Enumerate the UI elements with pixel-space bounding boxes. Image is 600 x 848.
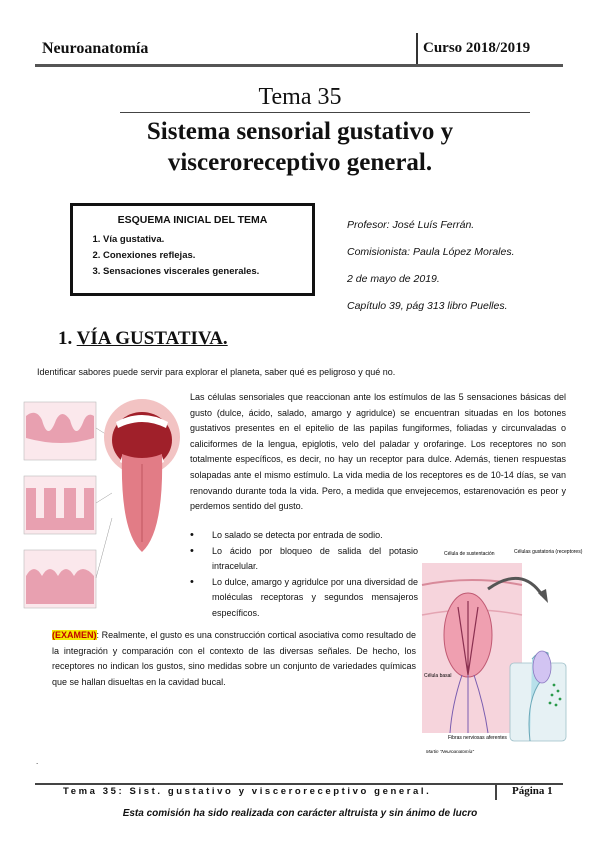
header-course-name: Neuroanatomía bbox=[42, 40, 149, 57]
section-number: 1. bbox=[58, 328, 73, 349]
papilla-foliada-icon bbox=[24, 476, 96, 534]
meta-comisionista: Comisionista: Paula López Morales. bbox=[347, 246, 515, 258]
papillae-illustrations bbox=[22, 398, 112, 613]
title-line-2: visceroreceptivo general. bbox=[167, 149, 433, 176]
meta-capitulo: Capítulo 39, pág 313 libro Puelles. bbox=[347, 300, 508, 312]
header-rule bbox=[35, 64, 563, 67]
tema-rule bbox=[120, 112, 530, 113]
schema-list bbox=[87, 232, 259, 280]
schema-box bbox=[70, 203, 315, 296]
exam-text: : Realmente, el gusto es una construcción cortical asociativa como resultado de la integración y comparación con el contexto de las diversas señales. De hecho, los receptores no indican los gustos, sino medidas sobre un conjunto de variedades químicas que se hallan disueltas en la cavidad bucal. bbox=[52, 630, 416, 687]
header-divider bbox=[416, 33, 418, 66]
meta-profesor: Profesor: José Luís Ferrán. bbox=[347, 219, 475, 231]
schema-item: 2. Conexiones reflejas. bbox=[103, 248, 259, 264]
figure-credit: Martin "Neuroanatomía" bbox=[426, 749, 474, 754]
label-sustentacion: Célula de sustentación bbox=[444, 551, 495, 557]
taste-bud-illustration bbox=[422, 545, 583, 757]
label-fibras: Fibras nerviosas aferentes bbox=[448, 735, 507, 741]
label-gustatoria: Células gustatoria (receptores) bbox=[514, 549, 583, 555]
title-line-1: Sistema sensorial gustativo y bbox=[146, 118, 454, 145]
section-title: VÍA GUSTATIVA. bbox=[76, 328, 228, 349]
footer-topic: Tema 35: Sist. gustativo y visceroreceptivo general. bbox=[63, 786, 432, 797]
papilla-fungiforme-icon bbox=[24, 550, 96, 608]
meta-fecha: 2 de mayo de 2019. bbox=[347, 273, 440, 285]
exam-note bbox=[52, 628, 416, 690]
footer-disclaimer: Esta comisión ha sido realizada con carácter altruista y sin ánimo de lucro bbox=[122, 808, 478, 819]
paragraph-receptores: Las células sensoriales que reaccionan ante los estímulos de las 5 sensaciones básicas del gusto (dulce, ácido, salado, amargo y agridulce) se encuentran situadas en los botones gustativos presentes en el epitelio de las papilas fungiformes, foliadas y circunvaladas o caliciformes de la lengua, epiglotis, velo del paladar y orofaringe. Los receptores no son totalmente específicos, es decir, no hay un receptor para dulce. Además, tienen respuestas solapadas ante el mismo estímulo. La vida media de los receptores es de 10-14 días, se van renovando durante toda la vida. Pero, a medida que envejecemos, estarenovación es peor y perdemos sentido del gusto. bbox=[190, 392, 566, 512]
tema-number: Tema 35 bbox=[258, 84, 342, 110]
schema-item: 3. Sensaciones viscerales generales. bbox=[103, 264, 259, 280]
schema-title: ESQUEMA INICIAL DEL TEMA bbox=[117, 214, 268, 226]
bullet-item: • Lo ácido por bloqueo de salida del potasio intracelular. bbox=[190, 544, 418, 575]
label-basal: Célula basal bbox=[424, 673, 452, 679]
bullet-item: • Lo dulce, amargo y agridulce por una diversidad de moléculas receptoras y segundos mensajeros específicos. bbox=[190, 575, 418, 622]
page-title bbox=[60, 116, 540, 178]
mouth-tongue-illustration bbox=[100, 392, 184, 612]
papilla-circunvalada-icon bbox=[24, 402, 96, 460]
header-course-year: Curso 2018/2019 bbox=[423, 40, 531, 56]
stray-dot: . bbox=[36, 757, 39, 766]
intro-text: Identificar sabores puede servir para explorar el planeta, saber qué es peligroso y qué no. bbox=[37, 367, 396, 377]
bullet-item: • Lo salado se detecta por entrada de sodio. bbox=[190, 528, 418, 544]
bullet-list bbox=[190, 528, 418, 622]
footer-divider bbox=[495, 783, 497, 800]
exam-tag: (EXAMEN) bbox=[52, 630, 97, 640]
footer-rule bbox=[35, 783, 563, 785]
schema-item: 1. Vía gustativa. bbox=[103, 232, 259, 248]
page-number: Página 1 bbox=[512, 785, 553, 797]
section-heading bbox=[58, 328, 228, 350]
